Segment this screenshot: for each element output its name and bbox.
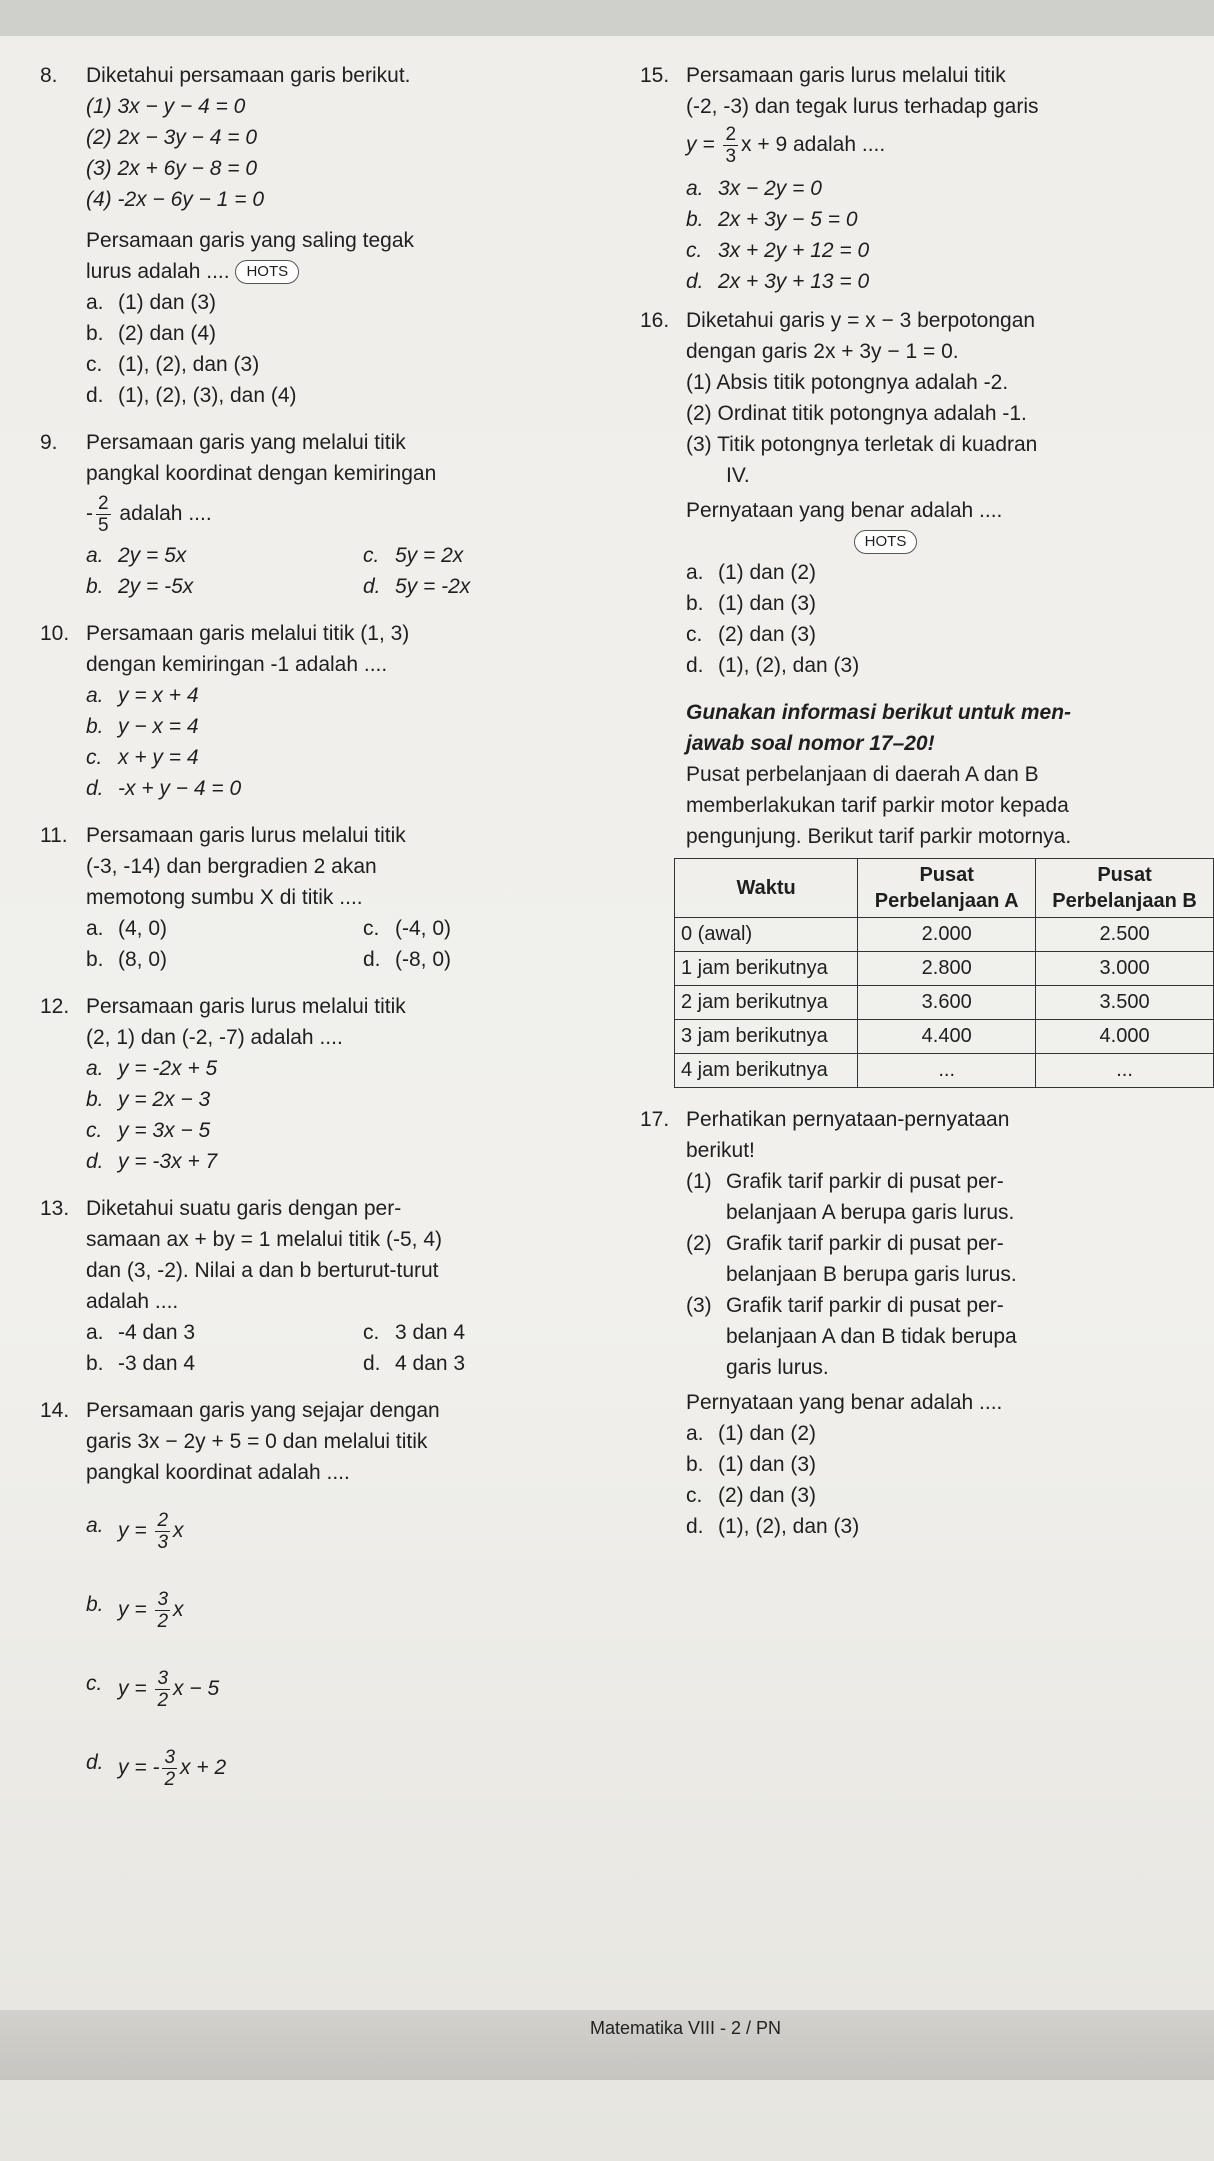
question-13 xyxy=(40,1193,640,1379)
question-stem: garis 3x − 2y + 5 = 0 dan melalui titik xyxy=(86,1430,428,1453)
options-grid xyxy=(86,944,640,975)
time-cell: 0 (awal) xyxy=(675,918,858,952)
option-d[interactable] xyxy=(86,380,640,411)
question-stem: Persamaan garis melalui titik (1, 3) xyxy=(86,622,410,645)
option-d[interactable] xyxy=(686,1511,1205,1542)
option-c[interactable] xyxy=(363,540,640,571)
option-a[interactable] xyxy=(686,1418,1205,1449)
option-b[interactable] xyxy=(86,711,640,742)
info-paragraph: pengunjung. Berikut tarif parkir motornya. xyxy=(686,825,1072,848)
option-text: x + y = 4 xyxy=(118,746,199,769)
time-cell: 2 jam berikutnya xyxy=(675,986,858,1020)
option-c[interactable] xyxy=(86,1668,640,1711)
question-stem: adalah .... xyxy=(86,1290,179,1313)
option-letter: c. xyxy=(86,1119,103,1142)
option-text: 5y = 2x xyxy=(395,544,464,567)
options-grid xyxy=(86,540,640,571)
option-d[interactable] xyxy=(686,650,1205,681)
option-a[interactable] xyxy=(86,287,640,318)
statement-text: Grafik tarif parkir di pusat per- xyxy=(726,1170,1004,1193)
option-d[interactable] xyxy=(86,773,640,804)
fraction xyxy=(155,1589,170,1632)
option-c[interactable] xyxy=(686,619,1205,650)
question-stem: Perhatikan pernyataan-pernyataan xyxy=(686,1108,1010,1131)
option-letter: b. xyxy=(686,1453,704,1476)
option-text: y = xyxy=(118,1677,147,1701)
table-row xyxy=(675,918,1214,952)
question-8 xyxy=(40,60,640,411)
option-letter: a. xyxy=(86,1057,104,1080)
question-stem: Persamaan garis lurus melalui titik xyxy=(86,995,406,1018)
question-number: 13. xyxy=(40,1197,70,1220)
question-number: 12. xyxy=(40,995,70,1018)
statement-text: Grafik tarif parkir di pusat per- xyxy=(726,1232,1004,1255)
option-b[interactable] xyxy=(86,1348,363,1379)
option-b[interactable] xyxy=(686,204,1205,235)
option-text: x xyxy=(173,1519,184,1543)
option-text: (1) dan (2) xyxy=(718,1422,817,1445)
option-letter: c. xyxy=(86,353,103,376)
info-paragraph: Pusat perbelanjaan di daerah A dan B xyxy=(686,763,1039,786)
option-letter: d. xyxy=(86,777,104,800)
fraction-denominator: 2 xyxy=(157,1611,169,1632)
option-a[interactable] xyxy=(86,1053,640,1084)
question-16 xyxy=(640,305,1205,681)
minus-sign: - xyxy=(152,1756,160,1780)
option-text: (1), (2), dan (3) xyxy=(718,654,860,677)
statement-text: garis lurus. xyxy=(726,1356,829,1379)
option-text: -3 dan 4 xyxy=(118,1352,196,1375)
table-header-row xyxy=(675,859,1214,918)
option-d[interactable] xyxy=(686,266,1205,297)
fee-b-cell: 3.500 xyxy=(1036,986,1214,1020)
option-letter: c. xyxy=(686,1484,703,1507)
question-stem: dengan garis 2x + 3y − 1 = 0. xyxy=(686,340,959,363)
question-15 xyxy=(640,60,1205,297)
option-text: y = 2x − 3 xyxy=(118,1088,211,1111)
option-text: 3 dan 4 xyxy=(395,1321,466,1344)
option-text: (1), (2), dan (3) xyxy=(718,1515,860,1538)
question-text: Persamaan garis yang saling tegak xyxy=(86,229,415,252)
option-text: y = 3x − 5 xyxy=(118,1119,211,1142)
option-letter: d. xyxy=(686,654,704,677)
option-text: (2) dan (3) xyxy=(718,1484,817,1507)
option-a[interactable] xyxy=(686,173,1205,204)
option-text: 2x + 3y − 5 = 0 xyxy=(718,208,858,231)
option-text: y = xyxy=(118,1598,147,1622)
option-text: 2y = -5x xyxy=(118,575,194,598)
question-number: 14. xyxy=(40,1399,70,1422)
option-text: -4 dan 3 xyxy=(118,1321,196,1344)
option-letter: d. xyxy=(86,1150,104,1173)
fraction-denominator: 2 xyxy=(157,1690,169,1711)
option-b[interactable] xyxy=(86,1589,640,1632)
minus-sign: - xyxy=(86,502,93,526)
option-letter: b. xyxy=(86,322,104,345)
option-letter: d. xyxy=(363,1352,381,1375)
column-header: Pusat Perbelanjaan B xyxy=(1036,859,1214,918)
table-row xyxy=(675,952,1214,986)
option-a[interactable] xyxy=(86,1510,640,1553)
fraction-denominator: 3 xyxy=(157,1532,169,1553)
option-a[interactable] xyxy=(86,913,363,944)
option-text: y = -3x + 7 xyxy=(118,1150,218,1173)
option-text: (1) dan (3) xyxy=(118,291,217,314)
question-12 xyxy=(40,991,640,1177)
option-a[interactable] xyxy=(86,680,640,711)
option-b[interactable] xyxy=(86,1084,640,1115)
question-stem: dengan kemiringan -1 adalah .... xyxy=(86,653,388,676)
fraction-numerator: 3 xyxy=(164,1747,176,1768)
equation: (3) 2x + 6y − 8 = 0 xyxy=(86,157,258,180)
info-paragraph: memberlakukan tarif parkir motor kepada xyxy=(686,794,1069,817)
option-d[interactable] xyxy=(86,1747,640,1790)
question-stem: (2, 1) dan (-2, -7) adalah .... xyxy=(86,1026,343,1049)
option-letter: b. xyxy=(86,948,104,971)
option-text: (1), (2), dan (3) xyxy=(118,353,260,376)
fee-a-cell: 2.800 xyxy=(858,952,1036,986)
option-letter: b. xyxy=(86,1352,104,1375)
question-number: 16. xyxy=(640,309,670,332)
statement-continued: IV. xyxy=(726,464,750,487)
time-cell: 1 jam berikutnya xyxy=(675,952,858,986)
fraction xyxy=(155,1668,170,1711)
option-b[interactable] xyxy=(86,944,363,975)
option-d[interactable] xyxy=(363,944,640,975)
option-text: y = x + 4 xyxy=(118,684,199,707)
question-number: 11. xyxy=(40,824,68,847)
statement-2 xyxy=(686,1228,1205,1290)
hots-badge-row xyxy=(686,526,1085,557)
option-text: y = -2x + 5 xyxy=(118,1057,218,1080)
question-17 xyxy=(640,1104,1205,1542)
option-letter: b. xyxy=(686,208,704,231)
column-header: Waktu xyxy=(675,859,858,918)
question-number: 9. xyxy=(40,431,58,454)
fraction-denominator: 2 xyxy=(164,1769,176,1790)
question-stem: (-3, -14) dan bergradien 2 akan xyxy=(86,855,377,878)
question-stem: pangkal koordinat adalah .... xyxy=(86,1461,350,1484)
statement-text: belanjaan B berupa garis lurus. xyxy=(726,1263,1017,1286)
question-number: 10. xyxy=(40,622,70,645)
option-letter: a. xyxy=(686,1422,704,1445)
question-text-line2 xyxy=(86,256,640,287)
option-letter: c. xyxy=(363,544,380,567)
option-text: x xyxy=(173,1598,184,1622)
option-c[interactable] xyxy=(363,1317,640,1348)
equation-text: x + 9 adalah .... xyxy=(741,133,886,157)
option-text: x − 5 xyxy=(173,1677,220,1701)
option-letter: a. xyxy=(86,1321,104,1344)
question-11 xyxy=(40,820,640,975)
question-ask: Pernyataan yang benar adalah .... xyxy=(686,499,1003,522)
fraction-denominator: 3 xyxy=(725,146,737,167)
reference-equation xyxy=(686,124,1205,167)
question-stem: Persamaan garis yang melalui titik xyxy=(86,431,406,454)
parking-fee-table xyxy=(674,858,1214,1088)
time-cell: 4 jam berikutnya xyxy=(675,1054,858,1088)
fraction xyxy=(162,1747,177,1790)
option-letter: d. xyxy=(686,1515,704,1538)
option-text: (1) dan (2) xyxy=(718,561,817,584)
option-text: 2x + 3y + 13 = 0 xyxy=(718,270,870,293)
option-c[interactable] xyxy=(86,742,640,773)
time-cell: 3 jam berikutnya xyxy=(675,1020,858,1054)
question-stem: (-2, -3) dan tegak lurus terhadap garis xyxy=(686,95,1039,118)
option-letter: b. xyxy=(86,575,104,598)
option-text: 5y = -2x xyxy=(395,575,471,598)
question-stem: Persamaan garis yang sejajar dengan xyxy=(86,1399,440,1422)
option-letter: d. xyxy=(363,575,381,598)
right-column xyxy=(640,60,1205,1542)
option-b[interactable] xyxy=(86,318,640,349)
statement-number: (1) xyxy=(686,1170,712,1193)
question-stem: memotong sumbu X di titik .... xyxy=(86,886,363,909)
equation: (1) 3x − y − 4 = 0 xyxy=(86,95,246,118)
option-letter: b. xyxy=(86,1088,104,1111)
options-grid xyxy=(86,571,640,602)
slope-fraction-line xyxy=(86,493,640,536)
fee-a-cell: 4.400 xyxy=(858,1020,1036,1054)
fraction-numerator: 2 xyxy=(725,124,737,145)
fraction-numerator: 2 xyxy=(157,1510,169,1531)
option-letter: a. xyxy=(86,544,104,567)
option-letter: d. xyxy=(363,948,381,971)
info-title: jawab soal nomor 17–20! xyxy=(686,732,935,755)
options-grid xyxy=(86,1348,640,1379)
fraction-denominator: 5 xyxy=(98,515,109,536)
fee-b-cell: 4.000 xyxy=(1036,1020,1214,1054)
option-text: (8, 0) xyxy=(118,948,168,971)
fee-b-cell: 3.000 xyxy=(1036,952,1214,986)
option-text: -x + y − 4 = 0 xyxy=(118,777,242,800)
option-letter: a. xyxy=(86,684,104,707)
equation-list xyxy=(86,91,640,215)
equation: (4) -2x − 6y − 1 = 0 xyxy=(86,188,265,211)
table-row xyxy=(675,1020,1214,1054)
question-stem: Persamaan garis lurus melalui titik xyxy=(686,64,1006,87)
option-text: (1) dan (3) xyxy=(718,592,817,615)
options-grid xyxy=(86,913,640,944)
equation: (2) 2x − 3y − 4 = 0 xyxy=(86,126,258,149)
equation-text: y = xyxy=(686,133,715,157)
option-b[interactable] xyxy=(686,588,1205,619)
statement-3 xyxy=(686,1290,1205,1383)
question-number: 17. xyxy=(640,1108,670,1131)
option-letter: d. xyxy=(686,270,704,293)
option-c[interactable] xyxy=(686,235,1205,266)
fee-b-cell: ... xyxy=(1036,1054,1214,1088)
fraction-numerator: 3 xyxy=(157,1668,169,1689)
table-row xyxy=(675,986,1214,1020)
option-letter: c. xyxy=(363,917,380,940)
question-stem: Persamaan garis lurus melalui titik xyxy=(86,824,406,847)
option-c[interactable] xyxy=(686,1480,1205,1511)
option-text: (2) dan (4) xyxy=(118,322,217,345)
question-stem: samaan ax + by = 1 melalui titik (-5, 4) xyxy=(86,1228,442,1251)
fee-a-cell: 3.600 xyxy=(858,986,1036,1020)
question-stem: pangkal koordinat dengan kemiringan xyxy=(86,462,437,485)
option-d[interactable] xyxy=(86,1146,640,1177)
top-shadow-band xyxy=(0,0,1214,36)
hots-badge: HOTS xyxy=(854,530,918,554)
question-stem: berikut! xyxy=(686,1139,755,1162)
footer-label: Matematika VIII - 2 / PN xyxy=(590,2018,782,2038)
statement-1 xyxy=(686,1166,1205,1228)
option-letter: a. xyxy=(686,561,704,584)
question-14 xyxy=(40,1395,640,1790)
fraction-numerator: 2 xyxy=(98,493,109,514)
option-text: y = xyxy=(118,1519,147,1543)
question-number: 8. xyxy=(40,64,58,87)
statement-text: Grafik tarif parkir di pusat per- xyxy=(726,1294,1004,1317)
option-text: x + 2 xyxy=(180,1756,227,1780)
option-letter: c. xyxy=(686,239,703,262)
option-letter: d. xyxy=(86,384,104,407)
question-stem: Diketahui garis y = x − 3 berpotongan xyxy=(686,309,1036,332)
option-c[interactable] xyxy=(363,913,640,944)
option-text: (4, 0) xyxy=(118,917,168,940)
statement-number: (2) xyxy=(686,1232,712,1255)
fee-a-cell: ... xyxy=(858,1054,1036,1088)
option-letter: b. xyxy=(86,715,104,738)
option-b[interactable] xyxy=(686,1449,1205,1480)
option-letter: d. xyxy=(86,1751,104,1774)
options-grid xyxy=(86,1317,640,1348)
question-ask: Pernyataan yang benar adalah .... xyxy=(686,1391,1003,1414)
option-letter: a. xyxy=(686,177,704,200)
statement-text: belanjaan A berupa garis lurus. xyxy=(726,1201,1015,1224)
column-header: Pusat Perbelanjaan A xyxy=(858,859,1036,918)
question-text: lurus adalah .... xyxy=(86,260,230,283)
info-title: Gunakan informasi berikut untuk men- xyxy=(686,701,1072,724)
info-block xyxy=(640,697,1205,852)
question-stem: Diketahui suatu garis dengan per- xyxy=(86,1197,402,1220)
question-10 xyxy=(40,618,640,804)
option-d[interactable] xyxy=(363,1348,640,1379)
option-a[interactable] xyxy=(686,557,1205,588)
table-row xyxy=(675,1054,1214,1088)
option-c[interactable] xyxy=(86,349,640,380)
fraction-numerator: 3 xyxy=(157,1589,169,1610)
statement-number: (3) xyxy=(686,1294,712,1317)
question-number: 15. xyxy=(640,64,670,87)
option-letter: c. xyxy=(86,1672,103,1695)
question-stem: dan (3, -2). Nilai a dan b berturut-turut xyxy=(86,1259,439,1282)
option-text: (1), (2), (3), dan (4) xyxy=(118,384,297,407)
option-letter: b. xyxy=(86,1593,104,1616)
option-text: 2y = 5x xyxy=(118,544,187,567)
fraction xyxy=(96,493,111,536)
fee-a-cell: 2.000 xyxy=(858,918,1036,952)
option-letter: a. xyxy=(86,291,104,314)
left-column xyxy=(40,60,640,1790)
statement: (2) Ordinat titik potongnya adalah -1. xyxy=(686,402,1027,425)
option-text: (-8, 0) xyxy=(395,948,452,971)
option-c[interactable] xyxy=(86,1115,640,1146)
statement: (3) Titik potongnya terletak di kuadran xyxy=(686,433,1038,456)
option-text: 4 dan 3 xyxy=(395,1352,466,1375)
option-b[interactable] xyxy=(86,571,363,602)
hots-badge: HOTS xyxy=(235,260,299,284)
question-stem: adalah .... xyxy=(119,502,212,526)
fraction xyxy=(723,124,738,167)
option-text: 3x + 2y + 12 = 0 xyxy=(718,239,870,262)
option-letter: b. xyxy=(686,592,704,615)
option-text: y = xyxy=(118,1756,147,1780)
option-letter: a. xyxy=(86,917,104,940)
option-text: 3x − 2y = 0 xyxy=(718,177,822,200)
option-a[interactable] xyxy=(86,540,363,571)
question-stem: Diketahui persamaan garis berikut. xyxy=(86,64,411,87)
option-d[interactable] xyxy=(363,571,640,602)
statement-text: belanjaan A dan B tidak berupa xyxy=(726,1325,1017,1348)
fraction xyxy=(155,1510,170,1553)
option-letter: c. xyxy=(686,623,703,646)
option-text: (2) dan (3) xyxy=(718,623,817,646)
option-text: y − x = 4 xyxy=(118,715,199,738)
option-text: (1) dan (3) xyxy=(718,1453,817,1476)
question-9 xyxy=(40,427,640,602)
fee-b-cell: 2.500 xyxy=(1036,918,1214,952)
statement: (1) Absis titik potongnya adalah -2. xyxy=(686,371,1009,394)
option-letter: c. xyxy=(363,1321,380,1344)
option-letter: c. xyxy=(86,746,103,769)
option-letter: a. xyxy=(86,1514,104,1537)
option-a[interactable] xyxy=(86,1317,363,1348)
option-text: (-4, 0) xyxy=(395,917,452,940)
